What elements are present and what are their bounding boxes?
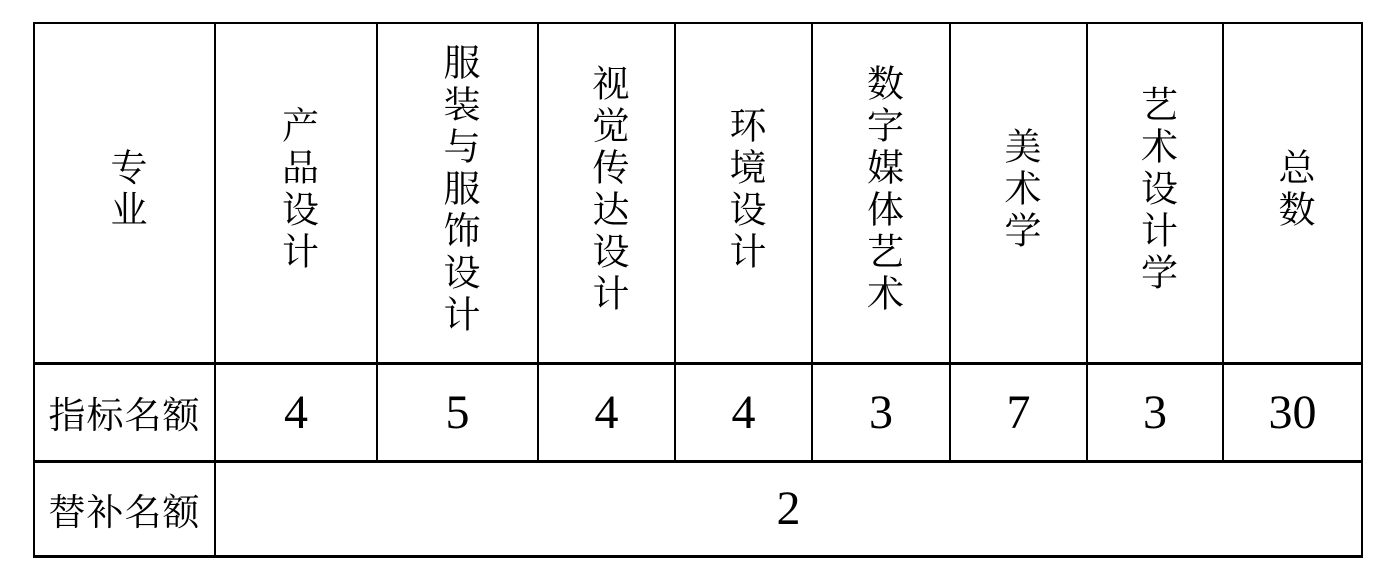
substitute-row — [34, 461, 1362, 556]
quota-value-fashion-design: 5 — [377, 363, 538, 461]
admission-quota-table — [33, 22, 1363, 558]
major-label: 艺术设计学 — [1134, 85, 1176, 296]
major-label: 服装与服饰设计 — [437, 43, 478, 338]
header-cell-major-category — [34, 23, 215, 363]
total-label: 总数 — [1272, 148, 1313, 233]
header-cell-fine-arts — [950, 23, 1087, 363]
major-label: 环境设计 — [723, 106, 764, 275]
quota-value-total: 30 — [1223, 363, 1362, 461]
quota-row — [34, 363, 1362, 461]
quota-row-label: 指标名额 — [34, 363, 215, 461]
major-label: 产品设计 — [275, 106, 317, 275]
quota-value-visual-communication-design: 4 — [538, 363, 675, 461]
quota-value-digital-media-art: 3 — [812, 363, 950, 461]
substitute-value-merged: 2 — [215, 461, 1362, 556]
quota-value-art-design-studies: 3 — [1087, 363, 1223, 461]
quota-value-environment-design: 4 — [675, 363, 812, 461]
header-cell-digital-media-art — [812, 23, 950, 363]
substitute-row-label: 替补名额 — [34, 461, 215, 556]
quota-value-fine-arts: 7 — [950, 363, 1087, 461]
header-cell-product-design — [215, 23, 377, 363]
major-label: 数字媒体艺术 — [860, 64, 902, 317]
header-cell-art-design-studies — [1087, 23, 1223, 363]
major-label: 美术学 — [998, 127, 1039, 254]
header-cell-total — [1223, 23, 1362, 363]
header-cell-environment-design — [675, 23, 812, 363]
major-label: 视觉传达设计 — [586, 64, 627, 317]
major-category-label: 专业 — [104, 148, 145, 233]
header-row — [34, 23, 1362, 363]
quota-value-product-design: 4 — [215, 363, 377, 461]
header-cell-fashion-design — [377, 23, 538, 363]
header-cell-visual-communication-design — [538, 23, 675, 363]
